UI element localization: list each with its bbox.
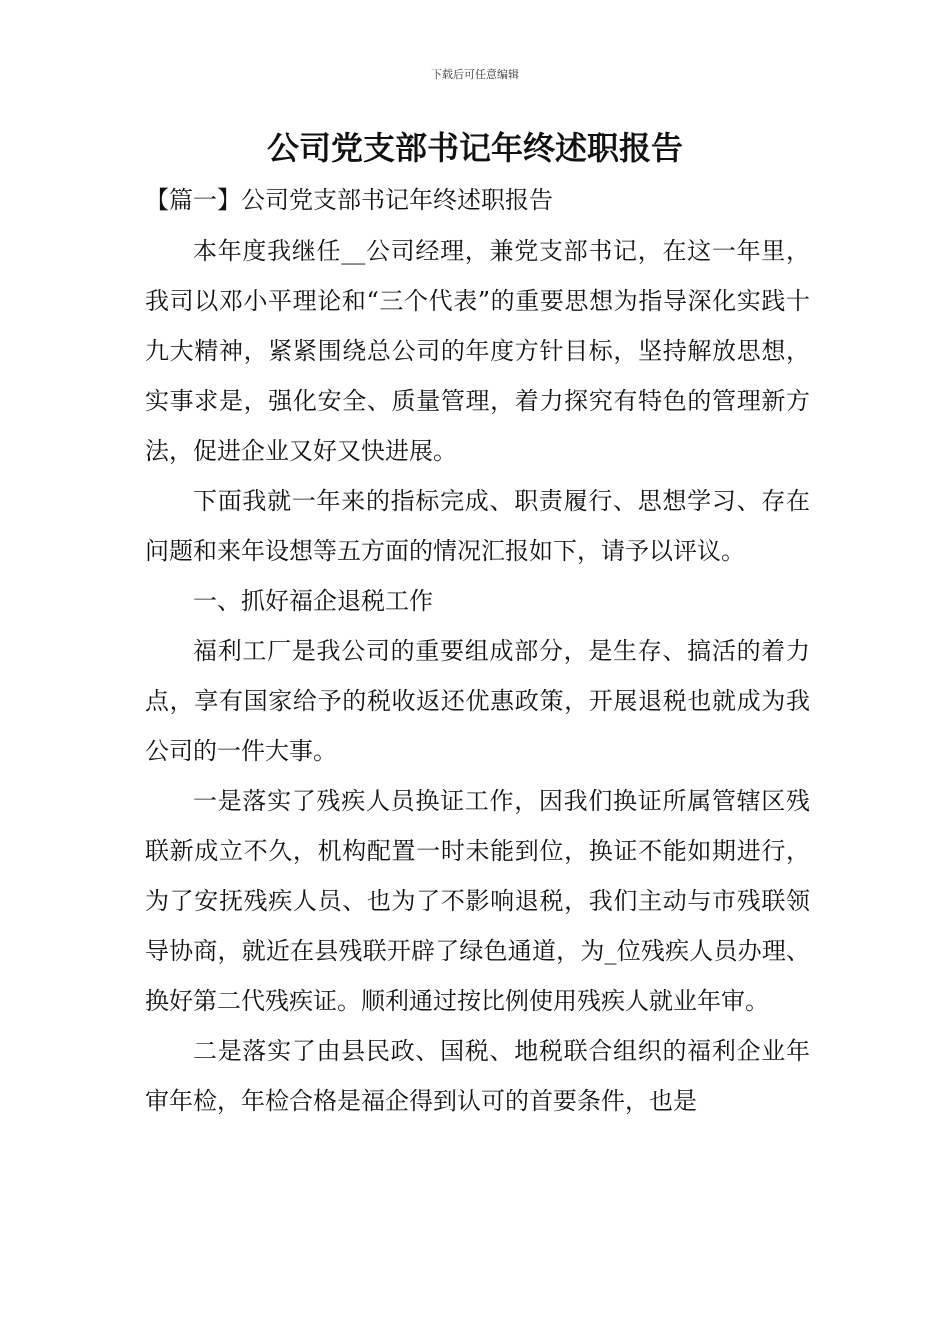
paragraph: 本年度我继任__公司经理，兼党支部书记，在这一年里，我司以邓小平理论和“三个代表”的重要思想为指导深化实践十九大精神，紧紧围绕总公司的年度方针目标，坚持解放思想，实事求是，强化安全、质量管理，着力探究有特色的管理新方法，促进企业又好又快进展。 <box>145 237 810 465</box>
paragraph: 福利工厂是我公司的重要组成部分，是生存、搞活的着力点，享有国家给予的税收返还优惠政策，开展退税也就成为我公司的一件大事。 <box>145 637 810 765</box>
document-title: 公司党支部书记年终述职报告 <box>266 129 683 167</box>
document-body <box>145 226 810 1126</box>
document-subtitle: 【篇一】公司党支部书记年终述职报告 <box>145 186 553 214</box>
paragraph: 下面我就一年来的指标完成、职责履行、思想学习、存在问题和来年设想等五方面的情况汇报如下，请予以评议。 <box>145 487 810 565</box>
paragraph: 二是落实了由县民政、国税、地税联合组织的福利企业年审年检，年检合格是福企得到认可的首要条件，也是 <box>145 1037 810 1115</box>
header-note: 下载后可任意编辑 <box>431 68 519 81</box>
section-heading: 一、抓好福企退税工作 <box>193 587 433 615</box>
paragraph: 一是落实了残疾人员换证工作，因我们换证所属管辖区残联新成立不久，机构配置一时未能到位，换证不能如期进行，为了安抚残疾人员、也为了不影响退税，我们主动与市残联领导协商，就近在县残联开辟了绿色通道，为_位残疾人员办理、换好第二代残疾证。顺利通过按比例使用残疾人就业年审。 <box>145 787 810 1015</box>
